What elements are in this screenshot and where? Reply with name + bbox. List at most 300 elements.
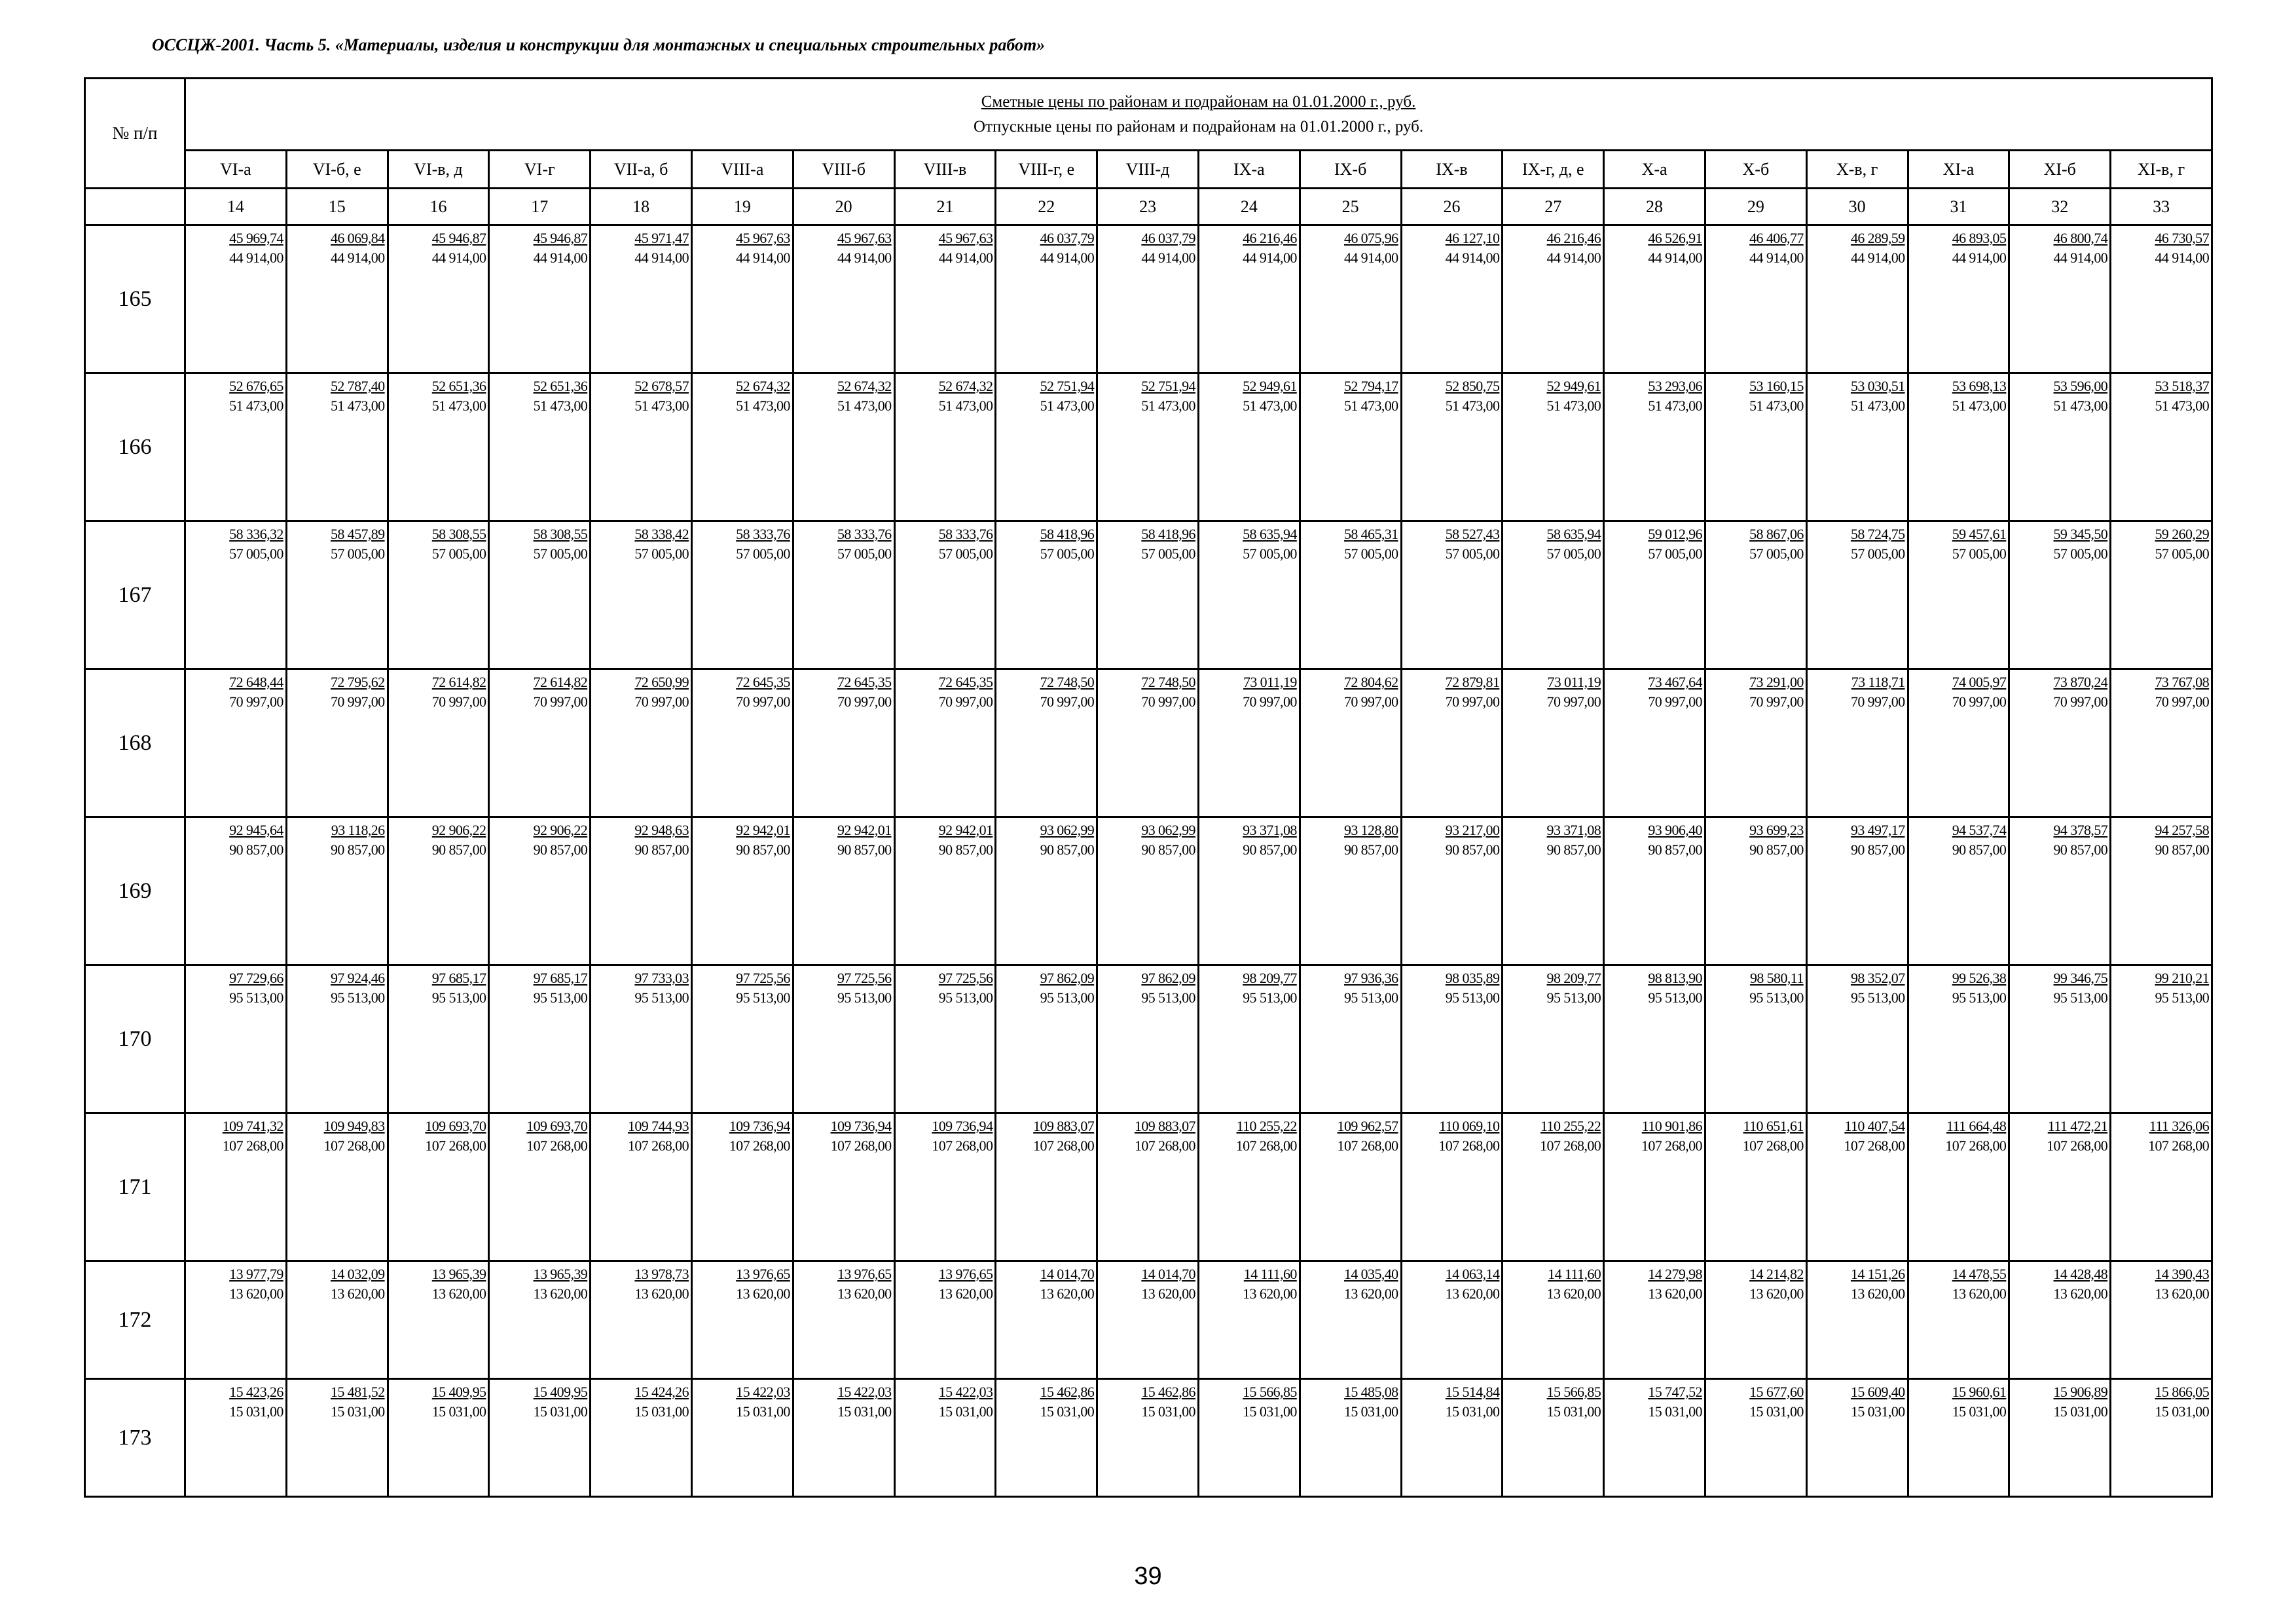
estimate-price: 14 063,14 — [1445, 1266, 1500, 1282]
price-cell — [996, 965, 1097, 1113]
region-header: VI-б, е — [286, 151, 388, 189]
release-price: 51 473,00 — [533, 397, 588, 414]
estimate-price: 58 724,75 — [1850, 526, 1905, 542]
estimate-price: 109 744,93 — [627, 1118, 689, 1134]
price-cell — [1401, 1113, 1503, 1261]
release-price: 95 513,00 — [1040, 989, 1095, 1006]
price-cell — [996, 373, 1097, 521]
price-cell — [1806, 373, 1908, 521]
estimate-price: 97 729,66 — [229, 970, 283, 986]
release-price: 15 031,00 — [229, 1403, 283, 1420]
release-price: 70 997,00 — [2053, 693, 2108, 710]
price-cell — [2111, 1113, 2212, 1261]
price-cell — [2009, 817, 2111, 965]
release-price: 13 620,00 — [1648, 1285, 1702, 1302]
estimate-price: 111 472,21 — [2047, 1118, 2108, 1134]
table-row — [85, 965, 2212, 1113]
release-price: 15 031,00 — [1141, 1403, 1195, 1420]
price-cell — [1604, 1261, 1705, 1379]
release-price: 13 620,00 — [431, 1285, 486, 1302]
estimate-price: 15 514,84 — [1445, 1384, 1500, 1400]
release-price: 13 620,00 — [2053, 1285, 2108, 1302]
price-cell — [1097, 817, 1199, 965]
release-price: 51 473,00 — [1952, 397, 2007, 414]
price-cell — [1806, 521, 1908, 669]
release-price: 13 620,00 — [533, 1285, 588, 1302]
estimate-price: 53 293,06 — [1648, 378, 1702, 394]
release-price: 44 914,00 — [229, 249, 283, 266]
release-price: 13 620,00 — [1141, 1285, 1195, 1302]
price-cell — [489, 521, 591, 669]
price-cell — [691, 965, 793, 1113]
release-price: 90 857,00 — [1343, 841, 1398, 858]
release-price: 51 473,00 — [1243, 397, 1297, 414]
release-price: 57 005,00 — [330, 545, 385, 562]
estimate-price: 13 976,65 — [837, 1266, 892, 1282]
price-cell — [591, 373, 692, 521]
column-number: 32 — [2009, 189, 2111, 225]
release-price: 57 005,00 — [1546, 545, 1601, 562]
corner-blank — [85, 189, 185, 225]
price-cell — [793, 669, 894, 817]
price-cell — [793, 225, 894, 373]
estimate-price: 97 924,46 — [330, 970, 385, 986]
release-price: 51 473,00 — [1445, 397, 1500, 414]
price-cell — [1705, 225, 1806, 373]
estimate-price: 15 566,85 — [1546, 1384, 1601, 1400]
release-price: 51 473,00 — [1343, 397, 1398, 414]
estimate-price: 46 127,10 — [1445, 230, 1500, 246]
release-price: 95 513,00 — [736, 989, 790, 1006]
estimate-price: 98 209,77 — [1243, 970, 1297, 986]
release-price: 44 914,00 — [330, 249, 385, 266]
estimate-price: 109 693,70 — [425, 1118, 486, 1134]
release-price: 44 914,00 — [1850, 249, 1905, 266]
price-cell — [691, 1261, 793, 1379]
estimate-price: 97 725,56 — [736, 970, 790, 986]
estimate-price: 72 804,62 — [1343, 674, 1398, 690]
estimate-price: 58 527,43 — [1445, 526, 1500, 542]
price-cell — [1198, 373, 1300, 521]
estimate-price: 59 012,96 — [1648, 526, 1702, 542]
estimate-price: 45 946,87 — [431, 230, 486, 246]
estimate-price: 14 428,48 — [2053, 1266, 2108, 1282]
estimate-price: 46 069,84 — [330, 230, 385, 246]
row-number: 168 — [85, 669, 185, 817]
price-cell — [1806, 669, 1908, 817]
price-cell — [996, 521, 1097, 669]
price-cell — [1097, 965, 1199, 1113]
estimate-price: 97 685,17 — [533, 970, 588, 986]
estimate-price: 73 291,00 — [1749, 674, 1804, 690]
estimate-price: 73 467,64 — [1648, 674, 1702, 690]
release-price: 70 997,00 — [1445, 693, 1500, 710]
release-price: 51 473,00 — [1850, 397, 1905, 414]
estimate-price: 45 967,63 — [837, 230, 892, 246]
price-cell — [894, 225, 996, 373]
release-price: 57 005,00 — [1648, 545, 1702, 562]
estimate-price: 72 645,35 — [938, 674, 993, 690]
release-price: 70 997,00 — [1648, 693, 1702, 710]
release-price: 44 914,00 — [431, 249, 486, 266]
estimate-price: 52 651,36 — [431, 378, 486, 394]
price-cell — [1503, 225, 1604, 373]
estimate-price: 52 794,17 — [1343, 378, 1398, 394]
estimate-price: 110 407,54 — [1844, 1118, 1905, 1134]
release-price: 95 513,00 — [938, 989, 993, 1006]
price-cell — [1401, 965, 1503, 1113]
row-number: 171 — [85, 1113, 185, 1261]
price-cell — [1198, 225, 1300, 373]
release-price: 44 914,00 — [1952, 249, 2007, 266]
estimate-price: 94 378,57 — [2053, 822, 2108, 838]
estimate-price: 15 960,61 — [1952, 1384, 2007, 1400]
price-cell — [489, 225, 591, 373]
region-header: VIII-б — [793, 151, 894, 189]
estimate-price: 46 037,79 — [1040, 230, 1095, 246]
price-type-header — [185, 79, 2212, 151]
estimate-price: 58 308,55 — [431, 526, 486, 542]
release-price: 95 513,00 — [2053, 989, 2108, 1006]
estimate-price: 93 497,17 — [1850, 822, 1905, 838]
price-cell — [388, 373, 489, 521]
estimate-price: 97 725,56 — [837, 970, 892, 986]
price-cell — [894, 1261, 996, 1379]
release-price: 57 005,00 — [1040, 545, 1095, 562]
column-number: 24 — [1198, 189, 1300, 225]
price-cell — [1604, 373, 1705, 521]
estimate-price: 110 255,22 — [1540, 1118, 1601, 1134]
price-cell — [1300, 965, 1401, 1113]
estimate-price: 93 062,99 — [1141, 822, 1195, 838]
price-cell — [286, 965, 388, 1113]
row-number: 165 — [85, 225, 185, 373]
release-price: 70 997,00 — [1141, 693, 1195, 710]
price-cell — [793, 965, 894, 1113]
row-number: 173 — [85, 1379, 185, 1497]
price-cell — [1300, 817, 1401, 965]
price-cell — [1198, 669, 1300, 817]
release-price: 51 473,00 — [1749, 397, 1804, 414]
release-price: 90 857,00 — [330, 841, 385, 858]
release-price: 57 005,00 — [2053, 545, 2108, 562]
estimate-price: 15 906,89 — [2053, 1384, 2108, 1400]
estimate-price: 58 457,89 — [330, 526, 385, 542]
estimate-price: 14 032,09 — [330, 1266, 385, 1282]
estimate-price: 109 741,32 — [222, 1118, 283, 1134]
release-price: 70 997,00 — [330, 693, 385, 710]
price-cell — [1401, 225, 1503, 373]
release-price: 70 997,00 — [837, 693, 892, 710]
column-number: 18 — [591, 189, 692, 225]
estimate-price: 45 967,63 — [736, 230, 790, 246]
release-price: 13 620,00 — [634, 1285, 689, 1302]
row-number: 170 — [85, 965, 185, 1113]
release-price: 107 268,00 — [932, 1137, 993, 1154]
price-cell — [1908, 521, 2009, 669]
price-cell — [1705, 1379, 1806, 1497]
price-cell — [1401, 817, 1503, 965]
release-price: 57 005,00 — [1243, 545, 1297, 562]
estimate-price: 52 674,32 — [837, 378, 892, 394]
estimate-price: 46 037,79 — [1141, 230, 1195, 246]
price-cell — [286, 1113, 388, 1261]
release-price: 107 268,00 — [1540, 1137, 1601, 1154]
release-price: 107 268,00 — [425, 1137, 486, 1154]
region-header: XI-б — [2009, 151, 2111, 189]
estimate-price: 110 255,22 — [1236, 1118, 1297, 1134]
price-cell — [793, 521, 894, 669]
price-cell — [1097, 225, 1199, 373]
price-cell — [996, 1379, 1097, 1497]
release-price: 70 997,00 — [1952, 693, 2007, 710]
estimate-price: 14 478,55 — [1952, 1266, 2007, 1282]
estimate-price: 73 011,19 — [1243, 674, 1297, 690]
price-cell — [2009, 1261, 2111, 1379]
release-price: 107 268,00 — [830, 1137, 892, 1154]
price-cell — [185, 965, 287, 1113]
estimate-price: 58 635,94 — [1546, 526, 1601, 542]
region-header: XI-в, г — [2111, 151, 2212, 189]
region-header: X-в, г — [1806, 151, 1908, 189]
estimate-price: 92 945,64 — [229, 822, 283, 838]
release-price: 44 914,00 — [634, 249, 689, 266]
region-header: IX-б — [1300, 151, 1401, 189]
estimate-price: 109 883,07 — [1033, 1118, 1095, 1134]
price-cell — [1908, 817, 2009, 965]
price-cell — [1705, 817, 1806, 965]
price-cell — [2111, 521, 2212, 669]
release-price: 95 513,00 — [1243, 989, 1297, 1006]
release-price: 51 473,00 — [2155, 397, 2210, 414]
estimate-price: 94 537,74 — [1952, 822, 2007, 838]
release-price: 15 031,00 — [1749, 1403, 1804, 1420]
price-cell — [793, 1261, 894, 1379]
price-cell — [1604, 1113, 1705, 1261]
table-row — [85, 1113, 2212, 1261]
price-cell — [1503, 669, 1604, 817]
estimate-price: 46 800,74 — [2053, 230, 2108, 246]
estimate-price: 109 693,70 — [526, 1118, 588, 1134]
column-number: 15 — [286, 189, 388, 225]
release-price: 107 268,00 — [1844, 1137, 1905, 1154]
price-cell — [591, 965, 692, 1113]
estimate-price: 52 678,57 — [634, 378, 689, 394]
release-price: 44 914,00 — [2053, 249, 2108, 266]
price-cell — [1705, 521, 1806, 669]
estimate-price: 15 409,95 — [431, 1384, 486, 1400]
price-cell — [894, 669, 996, 817]
column-number: 31 — [1908, 189, 2009, 225]
release-price: 57 005,00 — [533, 545, 588, 562]
price-cell — [1806, 1379, 1908, 1497]
release-price: 13 620,00 — [1749, 1285, 1804, 1302]
price-cell — [1198, 521, 1300, 669]
release-price: 57 005,00 — [938, 545, 993, 562]
estimate-price: 53 160,15 — [1749, 378, 1804, 394]
column-number-row — [85, 189, 2212, 225]
price-cell — [894, 1379, 996, 1497]
estimate-price: 58 635,94 — [1243, 526, 1297, 542]
price-cell — [286, 669, 388, 817]
price-cell — [894, 373, 996, 521]
release-price: 107 268,00 — [1742, 1137, 1804, 1154]
release-price: 107 268,00 — [323, 1137, 385, 1154]
release-price: 15 031,00 — [1445, 1403, 1500, 1420]
release-price: 44 914,00 — [1445, 249, 1500, 266]
column-number: 28 — [1604, 189, 1705, 225]
price-cell — [1503, 521, 1604, 669]
price-cell — [1705, 1261, 1806, 1379]
price-cell — [286, 373, 388, 521]
price-cell — [591, 669, 692, 817]
estimate-price: 13 965,39 — [533, 1266, 588, 1282]
release-price: 51 473,00 — [1648, 397, 1702, 414]
estimate-price: 94 257,58 — [2155, 822, 2210, 838]
estimate-price: 74 005,97 — [1952, 674, 2007, 690]
estimate-price: 72 650,99 — [634, 674, 689, 690]
release-price: 15 031,00 — [634, 1403, 689, 1420]
row-number: 169 — [85, 817, 185, 965]
estimate-price: 98 209,77 — [1546, 970, 1601, 986]
price-cell — [1401, 669, 1503, 817]
price-cell — [894, 1113, 996, 1261]
release-price: 13 620,00 — [1343, 1285, 1398, 1302]
price-cell — [894, 521, 996, 669]
price-cell — [1300, 1261, 1401, 1379]
region-header: VI-а — [185, 151, 287, 189]
price-cell — [2111, 669, 2212, 817]
release-price: 13 620,00 — [330, 1285, 385, 1302]
release-price: 57 005,00 — [1445, 545, 1500, 562]
price-cell — [1908, 1113, 2009, 1261]
release-price: 90 857,00 — [1445, 841, 1500, 858]
price-cell — [1401, 1379, 1503, 1497]
estimate-price: 99 526,38 — [1952, 970, 2007, 986]
price-cell — [1097, 1113, 1199, 1261]
price-cell — [185, 1379, 287, 1497]
estimate-price: 58 333,76 — [837, 526, 892, 542]
release-price: 44 914,00 — [1243, 249, 1297, 266]
region-header: VIII-а — [691, 151, 793, 189]
release-price: 70 997,00 — [1040, 693, 1095, 710]
release-price: 15 031,00 — [533, 1403, 588, 1420]
price-cell — [1908, 1261, 2009, 1379]
price-cell — [388, 225, 489, 373]
price-cell — [2111, 373, 2212, 521]
release-price: 95 513,00 — [330, 989, 385, 1006]
release-price: 70 997,00 — [2155, 693, 2210, 710]
price-cell — [591, 1113, 692, 1261]
price-cell — [1604, 669, 1705, 817]
estimate-price: 98 813,90 — [1648, 970, 1702, 986]
release-price: 51 473,00 — [938, 397, 993, 414]
column-number: 23 — [1097, 189, 1199, 225]
price-cell — [1097, 1379, 1199, 1497]
column-number: 29 — [1705, 189, 1806, 225]
price-table — [84, 77, 2213, 1498]
estimate-price: 53 698,13 — [1952, 378, 2007, 394]
release-price: 107 268,00 — [1235, 1137, 1297, 1154]
price-cell — [185, 225, 287, 373]
column-number: 19 — [691, 189, 793, 225]
estimate-price: 109 949,83 — [323, 1118, 385, 1134]
price-cell — [894, 817, 996, 965]
estimate-price: 46 216,46 — [1546, 230, 1601, 246]
price-cell — [1908, 669, 2009, 817]
table-row — [85, 817, 2212, 965]
release-price: 90 857,00 — [837, 841, 892, 858]
release-price: 44 914,00 — [533, 249, 588, 266]
region-header: VIII-в — [894, 151, 996, 189]
release-price: 107 268,00 — [1945, 1137, 2007, 1154]
release-price: 90 857,00 — [1648, 841, 1702, 858]
price-cell — [2111, 225, 2212, 373]
price-cell — [1908, 225, 2009, 373]
release-price: 44 914,00 — [1749, 249, 1804, 266]
row-number-header: № п/п — [85, 79, 185, 189]
price-cell — [388, 521, 489, 669]
release-price: 107 268,00 — [627, 1137, 689, 1154]
release-price-title: Отпускные цены по районам и подрайонам на 01.01.2000 г., руб. — [973, 117, 1424, 136]
release-price: 15 031,00 — [736, 1403, 790, 1420]
release-price: 90 857,00 — [1141, 841, 1195, 858]
column-number: 16 — [388, 189, 489, 225]
estimate-price: 15 462,86 — [1141, 1384, 1195, 1400]
estimate-price: 72 645,35 — [736, 674, 790, 690]
release-price: 107 268,00 — [1134, 1137, 1195, 1154]
release-price: 51 473,00 — [634, 397, 689, 414]
region-header: IX-в — [1401, 151, 1503, 189]
estimate-price: 52 850,75 — [1445, 378, 1500, 394]
price-cell — [1401, 373, 1503, 521]
release-price: 15 031,00 — [1343, 1403, 1398, 1420]
release-price: 95 513,00 — [1546, 989, 1601, 1006]
price-cell — [1705, 669, 1806, 817]
estimate-price: 15 409,95 — [533, 1384, 588, 1400]
estimate-price: 15 481,52 — [330, 1384, 385, 1400]
release-price: 70 997,00 — [938, 693, 993, 710]
release-price: 57 005,00 — [2155, 545, 2210, 562]
estimate-price: 58 336,32 — [229, 526, 283, 542]
estimate-price: 73 870,24 — [2053, 674, 2108, 690]
release-price: 107 268,00 — [1438, 1137, 1500, 1154]
estimate-price: 111 326,06 — [2149, 1118, 2210, 1134]
estimate-price: 52 674,32 — [736, 378, 790, 394]
release-price: 15 031,00 — [2053, 1403, 2108, 1420]
estimate-price: 53 518,37 — [2155, 378, 2210, 394]
release-price: 70 997,00 — [1850, 693, 1905, 710]
estimate-price: 109 736,94 — [729, 1118, 790, 1134]
table-row — [85, 373, 2212, 521]
estimate-price: 14 111,60 — [1243, 1266, 1297, 1282]
estimate-price: 92 906,22 — [431, 822, 486, 838]
price-cell — [1300, 1113, 1401, 1261]
estimate-price: 98 580,11 — [1749, 970, 1804, 986]
release-price: 90 857,00 — [736, 841, 790, 858]
release-price: 44 914,00 — [1343, 249, 1398, 266]
price-cell — [691, 669, 793, 817]
price-cell — [1097, 1261, 1199, 1379]
estimate-price: 46 730,57 — [2155, 230, 2210, 246]
estimate-price: 13 965,39 — [431, 1266, 486, 1282]
release-price: 95 513,00 — [229, 989, 283, 1006]
release-price: 13 620,00 — [736, 1285, 790, 1302]
price-cell — [1401, 1261, 1503, 1379]
estimate-price: 99 210,21 — [2155, 970, 2210, 986]
estimate-price: 14 035,40 — [1343, 1266, 1398, 1282]
estimate-price: 15 485,08 — [1343, 1384, 1398, 1400]
